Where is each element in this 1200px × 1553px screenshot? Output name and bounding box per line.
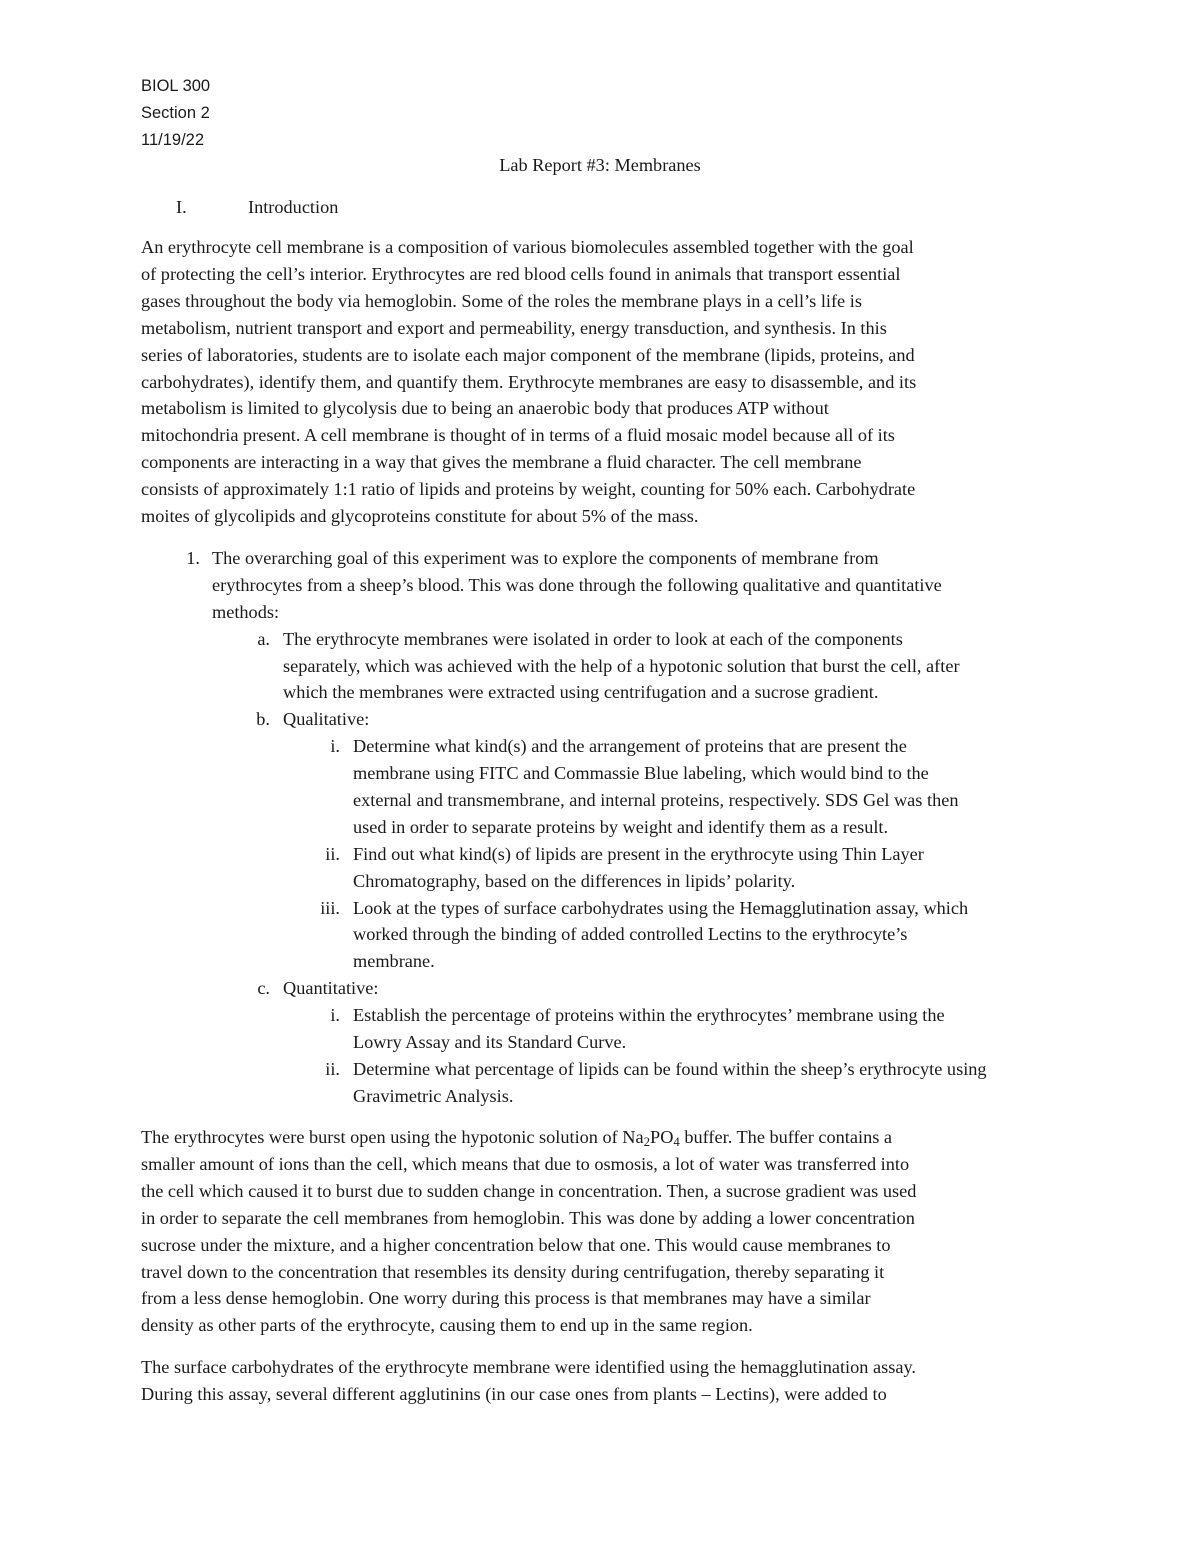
list-marker: b. [256,709,270,730]
list-marker: c. [257,978,270,999]
intro-paragraph [141,234,1081,530]
list-item-text: Chromatography, based on the differences in lipids’ polarity. [353,870,796,891]
hemagglutination-paragraph [141,1354,1081,1408]
list-item-text: Gravimetric Analysis. [353,1085,514,1106]
list-marker: a. [257,628,270,649]
list-item-continuation [0,814,1200,841]
document-header [141,73,210,154]
list-marker: iii. [320,897,340,918]
list-marker: ii. [325,1058,340,1079]
text-run: PO [650,1127,674,1147]
list-marker: i. [330,736,340,757]
paragraph-line: sucrose under the mixture, and a higher concentration below that one. This would cause membranes to [141,1234,891,1255]
list-item-text: membrane. [353,951,435,972]
list-item-continuation [0,787,1200,814]
section-title: Introduction [248,197,339,217]
list-item-text: which the membranes were extracted using centrifugation and a sucrose gradient. [283,682,879,703]
list-item-text: Determine what kind(s) and the arrangement of proteins that are present the [353,736,907,757]
paragraph-line: travel down to the concentration that resembles its density during centrifugation, thereby separating it [141,1261,885,1282]
report-date: 11/19/22 [141,131,205,149]
section-number: Section 2 [141,104,210,122]
list-item-text: worked through the binding of added controlled Lectins to the erythrocyte’s [353,924,908,945]
list-item-text: used in order to separate proteins by weight and identify them as a result. [353,816,889,837]
paragraph-line: density as other parts of the erythrocyte, causing them to end up in the same region. [141,1315,753,1336]
list-item-continuation [0,653,1200,680]
list-item-text: external and transmembrane, and internal proteins, respectively. SDS Gel was then [353,790,959,811]
list-item-continuation [0,760,1200,787]
methods-outline [0,545,1200,1110]
paragraph-line: During this assay, several different agglutinins (in our case ones from plants – Lectins), were added to [141,1383,887,1404]
list-item-text: methods: [212,601,280,622]
list-item [0,706,1200,733]
paragraph-line: gases throughout the body via hemoglobin. Some of the roles the membrane plays in a cell’s life is [141,290,862,311]
list-item-text: Establish the percentage of proteins within the erythrocytes’ membrane using the [353,1005,945,1026]
list-item [0,1056,1200,1083]
paragraph-line: in order to separate the cell membranes from hemoglobin. This was done by adding a lower concentration [141,1207,915,1228]
list-item-continuation [0,572,1200,599]
paragraph-line: components are interacting in a way that gives the membrane a fluid character. The cell membrane [141,452,862,473]
list-marker: 1. [186,548,200,568]
list-item [0,975,1200,1002]
list-item-continuation [0,868,1200,895]
list-item [0,545,1200,572]
list-item-text: Find out what kind(s) of lipids are present in the erythrocyte using Thin Layer [353,843,924,864]
paragraph-line: of protecting the cell’s interior. Erythrocytes are red blood cells found in animals that transport essential [141,263,901,284]
list-item-text: Quantitative: [283,978,379,999]
list-item-continuation [0,948,1200,975]
paragraph-line: consists of approximately 1:1 ratio of lipids and proteins by weight, counting for 50% each. Carbohydrate [141,479,916,500]
list-item-text: Determine what percentage of lipids can be found within the sheep’s erythrocyte using [353,1058,987,1079]
list-item-text: membrane using FITC and Commassie Blue labeling, which would bind to the [353,763,929,784]
course-code: BIOL 300 [141,77,211,95]
list-item [0,1002,1200,1029]
list-item-continuation [0,1083,1200,1110]
list-marker: ii. [325,843,340,864]
paragraph-line: carbohydrates), identify them, and quantify them. Erythrocyte membranes are easy to disassemble, and its [141,371,917,392]
paragraph-line: the cell which caused it to burst due to sudden change in concentration. Then, a sucrose gradient was used [141,1180,917,1201]
text-run: buffer. The buffer contains a [679,1127,893,1147]
paragraph-line: The surface carbohydrates of the erythrocyte membrane were identified using the hemagglutination assay. [141,1357,916,1377]
list-marker: i. [330,1005,340,1026]
paragraph-line: metabolism, nutrient transport and export and permeability, energy transduction, and synthesis. In this [141,317,887,338]
paragraph-line: An erythrocyte cell membrane is a composition of various biomolecules assembled together with the goal [141,237,914,257]
list-item-text: The overarching goal of this experiment was to explore the components of membrane from [212,548,879,568]
paragraph-line: smaller amount of ions than the cell, which means that due to osmosis, a lot of water was transferred into [141,1153,910,1174]
list-item-text: erythrocytes from a sheep’s blood. This was done through the following qualitative and quantitative [212,574,942,595]
list-item-text: Lowry Assay and its Standard Curve. [353,1032,627,1053]
list-item-text: Look at the types of surface carbohydrates using the Hemagglutination assay, which [353,897,969,918]
subscript: 2 [643,1135,651,1150]
paragraph-line: series of laboratories, students are to isolate each major component of the membrane (lipids, proteins, and [141,344,915,365]
paragraph-line: mitochondria present. A cell membrane is thought of in terms of a fluid mosaic model because all of its [141,425,895,446]
paragraph-line: metabolism is limited to glycolysis due to being an anaerobic body that produces ATP without [141,398,829,419]
report-title: Lab Report #3: Membranes [499,155,701,175]
list-item-text: The erythrocyte membranes were isolated in order to look at each of the components [283,628,903,649]
list-item-continuation [0,599,1200,626]
list-item [0,733,1200,760]
list-item-text: Qualitative: [283,709,370,730]
paragraph-line: moites of glycolipids and glycoproteins constitute for about 5% of the mass. [141,506,699,527]
subscript: 4 [673,1135,680,1150]
list-item [0,895,1200,922]
list-item [0,626,1200,653]
paragraph-line: from a less dense hemoglobin. One worry during this process is that membranes may have a similar [141,1288,871,1309]
list-item-continuation [0,921,1200,948]
list-item-text: separately, which was achieved with the help of a hypotonic solution that burst the cell, after [283,655,960,676]
list-item-continuation [0,679,1200,706]
section-numeral: I. [176,197,187,217]
text-run: The erythrocytes were burst open using the hypotonic solution of Na [141,1127,644,1147]
sucrose-gradient-paragraph [141,1124,1081,1339]
paragraph-line [141,1124,1081,1151]
list-item [0,841,1200,868]
list-item-continuation [0,1029,1200,1056]
